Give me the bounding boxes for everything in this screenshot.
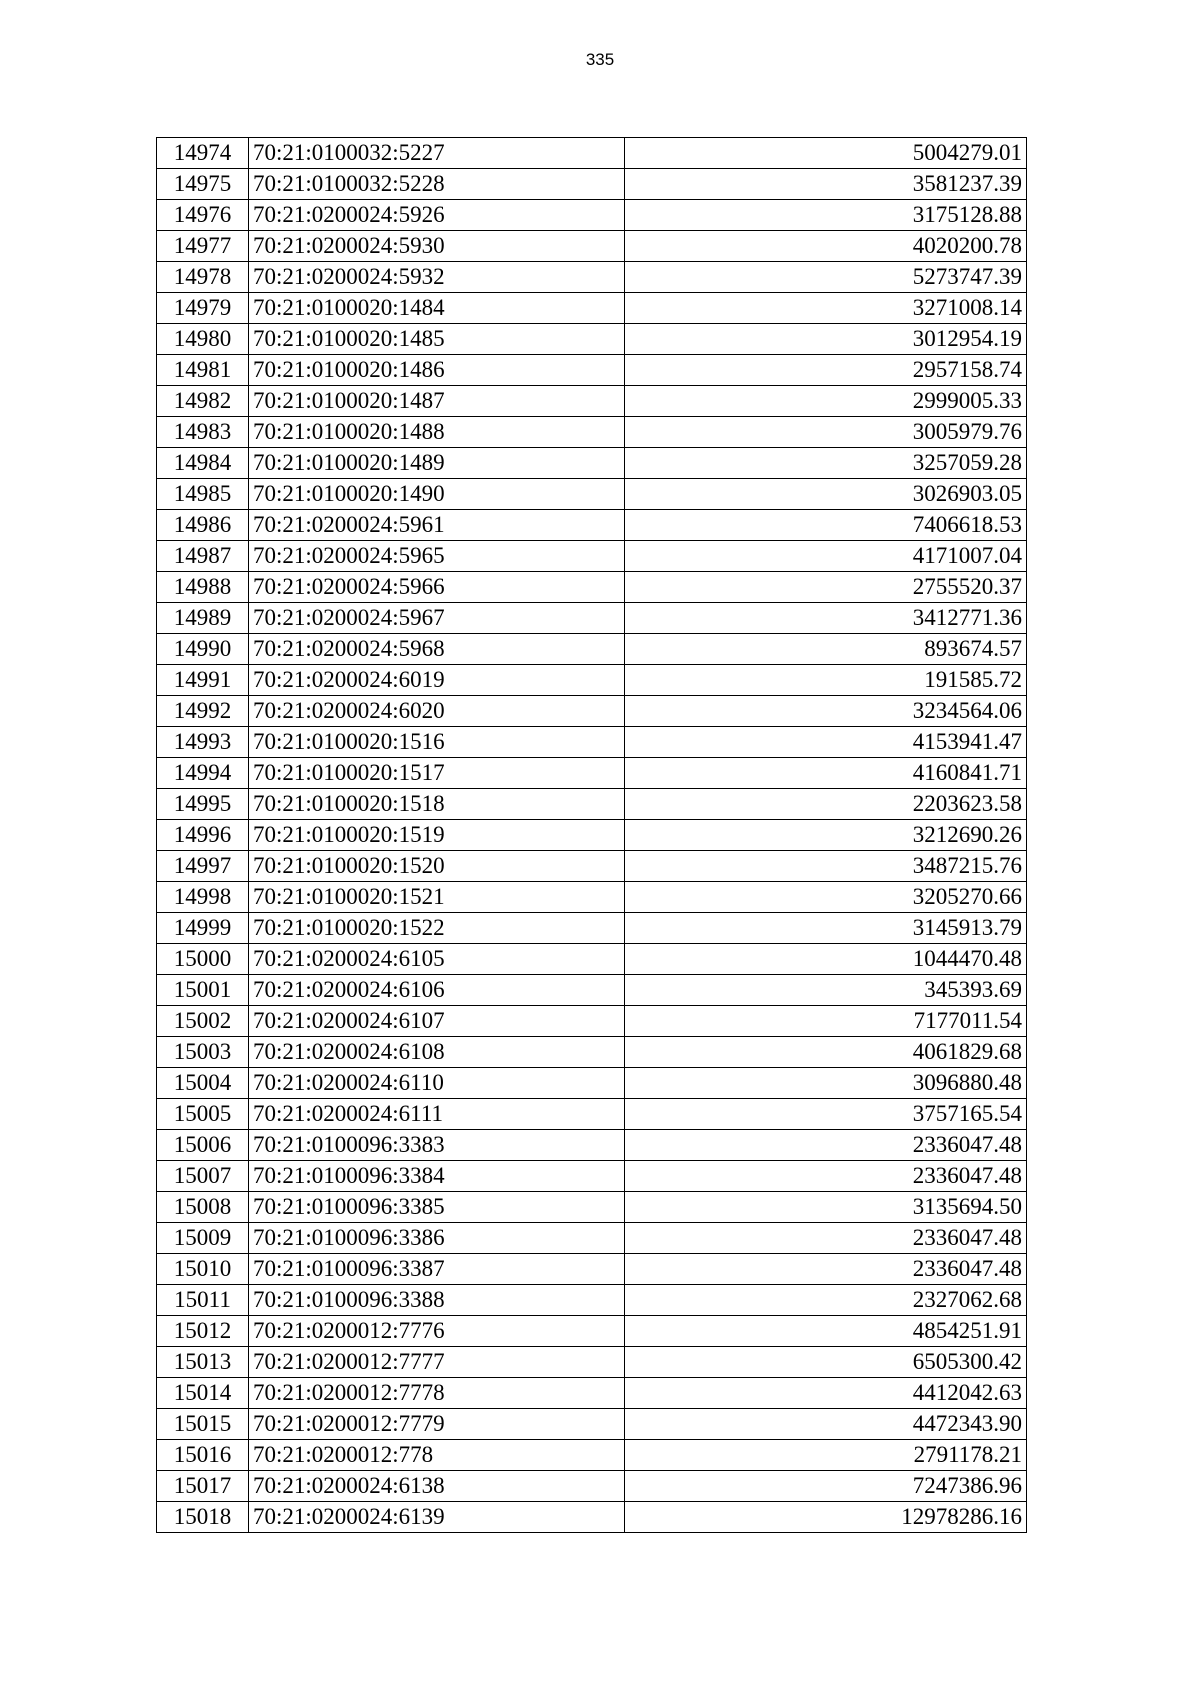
cadastral-number-cell: 70:21:0200024:5965 [249,541,625,572]
table-row [157,758,1027,789]
table-row [157,1192,1027,1223]
value-cell: 191585.72 [625,665,1027,696]
row-number-cell: 14990 [157,634,249,665]
value-cell: 3487215.76 [625,851,1027,882]
table-row [157,1130,1027,1161]
cadastral-number-cell: 70:21:0100020:1485 [249,324,625,355]
table-row [157,1161,1027,1192]
cadastral-number-cell: 70:21:0200024:6139 [249,1502,625,1533]
row-number-cell: 14985 [157,479,249,510]
table-body [157,138,1027,1533]
row-number-cell: 15001 [157,975,249,1006]
table-row [157,975,1027,1006]
row-number-cell: 14989 [157,603,249,634]
cadastral-number-cell: 70:21:0100020:1516 [249,727,625,758]
table-row [157,1006,1027,1037]
value-cell: 3234564.06 [625,696,1027,727]
cadastral-number-cell: 70:21:0200024:5961 [249,510,625,541]
row-number-cell: 14996 [157,820,249,851]
row-number-cell: 14991 [157,665,249,696]
cadastral-number-cell: 70:21:0200024:6110 [249,1068,625,1099]
cadastral-number-cell: 70:21:0200024:6106 [249,975,625,1006]
value-cell: 1044470.48 [625,944,1027,975]
row-number-cell: 15014 [157,1378,249,1409]
table-row [157,696,1027,727]
table-row [157,355,1027,386]
table-row [157,448,1027,479]
row-number-cell: 14988 [157,572,249,603]
value-cell: 4472343.90 [625,1409,1027,1440]
row-number-cell: 14998 [157,882,249,913]
row-number-cell: 14984 [157,448,249,479]
table-row [157,386,1027,417]
row-number-cell: 15004 [157,1068,249,1099]
row-number-cell: 14979 [157,293,249,324]
cadastral-number-cell: 70:21:0100096:3387 [249,1254,625,1285]
cadastral-number-cell: 70:21:0100020:1488 [249,417,625,448]
row-number-cell: 14987 [157,541,249,572]
value-cell: 6505300.42 [625,1347,1027,1378]
cadastral-number-cell: 70:21:0100020:1522 [249,913,625,944]
row-number-cell: 15016 [157,1440,249,1471]
table-row [157,665,1027,696]
value-cell: 3412771.36 [625,603,1027,634]
table-row [157,541,1027,572]
table-row [157,1068,1027,1099]
row-number-cell: 14994 [157,758,249,789]
table-row [157,882,1027,913]
row-number-cell: 14983 [157,417,249,448]
row-number-cell: 14986 [157,510,249,541]
value-cell: 4171007.04 [625,541,1027,572]
value-cell: 3005979.76 [625,417,1027,448]
table-row [157,262,1027,293]
cadastral-number-cell: 70:21:0100032:5228 [249,169,625,200]
cadastral-number-cell: 70:21:0200024:5932 [249,262,625,293]
row-number-cell: 15002 [157,1006,249,1037]
row-number-cell: 15018 [157,1502,249,1533]
value-cell: 893674.57 [625,634,1027,665]
cadastral-number-cell: 70:21:0100020:1520 [249,851,625,882]
row-number-cell: 15011 [157,1285,249,1316]
table-row [157,293,1027,324]
value-cell: 2791178.21 [625,1440,1027,1471]
table-row [157,200,1027,231]
value-cell: 4412042.63 [625,1378,1027,1409]
cadastral-number-cell: 70:21:0100096:3385 [249,1192,625,1223]
cadastral-number-cell: 70:21:0100020:1518 [249,789,625,820]
value-cell: 5273747.39 [625,262,1027,293]
cadastral-number-cell: 70:21:0100096:3386 [249,1223,625,1254]
row-number-cell: 14978 [157,262,249,293]
table-row [157,1471,1027,1502]
value-cell: 3175128.88 [625,200,1027,231]
table-row [157,1037,1027,1068]
value-cell: 2957158.74 [625,355,1027,386]
value-cell: 12978286.16 [625,1502,1027,1533]
cadastral-number-cell: 70:21:0100020:1519 [249,820,625,851]
value-cell: 345393.69 [625,975,1027,1006]
table-row [157,1099,1027,1130]
value-cell: 4020200.78 [625,231,1027,262]
row-number-cell: 15006 [157,1130,249,1161]
cadastral-number-cell: 70:21:0200024:6105 [249,944,625,975]
value-cell: 3205270.66 [625,882,1027,913]
cadastral-number-cell: 70:21:0100096:3383 [249,1130,625,1161]
row-number-cell: 14977 [157,231,249,262]
table-row [157,1502,1027,1533]
value-cell: 4061829.68 [625,1037,1027,1068]
row-number-cell: 15015 [157,1409,249,1440]
value-cell: 2336047.48 [625,1223,1027,1254]
cadastral-number-cell: 70:21:0200024:6108 [249,1037,625,1068]
table-row [157,1378,1027,1409]
row-number-cell: 14995 [157,789,249,820]
table-row [157,789,1027,820]
row-number-cell: 15009 [157,1223,249,1254]
cadastral-number-cell: 70:21:0200024:6019 [249,665,625,696]
cadastral-number-cell: 70:21:0200024:5966 [249,572,625,603]
row-number-cell: 14999 [157,913,249,944]
row-number-cell: 15012 [157,1316,249,1347]
row-number-cell: 15005 [157,1099,249,1130]
value-cell: 3581237.39 [625,169,1027,200]
value-cell: 4160841.71 [625,758,1027,789]
table-row [157,417,1027,448]
value-cell: 2336047.48 [625,1254,1027,1285]
table-row [157,1285,1027,1316]
row-number-cell: 15000 [157,944,249,975]
value-cell: 7247386.96 [625,1471,1027,1502]
cadastral-number-cell: 70:21:0200024:6111 [249,1099,625,1130]
row-number-cell: 14982 [157,386,249,417]
value-cell: 3257059.28 [625,448,1027,479]
row-number-cell: 14976 [157,200,249,231]
cadastral-number-cell: 70:21:0100020:1487 [249,386,625,417]
value-cell: 3135694.50 [625,1192,1027,1223]
table-row [157,603,1027,634]
table-row [157,510,1027,541]
cadastral-number-cell: 70:21:0200024:6138 [249,1471,625,1502]
cadastral-number-cell: 70:21:0200012:7779 [249,1409,625,1440]
row-number-cell: 15008 [157,1192,249,1223]
cadastral-number-cell: 70:21:0200024:5968 [249,634,625,665]
cadastral-number-cell: 70:21:0100020:1489 [249,448,625,479]
value-cell: 2999005.33 [625,386,1027,417]
cadastral-number-cell: 70:21:0200024:5926 [249,200,625,231]
value-cell: 3212690.26 [625,820,1027,851]
table-row [157,572,1027,603]
row-number-cell: 14993 [157,727,249,758]
value-cell: 3271008.14 [625,293,1027,324]
cadastral-number-cell: 70:21:0200012:778 [249,1440,625,1471]
table-row [157,1347,1027,1378]
row-number-cell: 14974 [157,138,249,169]
cadastral-number-cell: 70:21:0100032:5227 [249,138,625,169]
table-row [157,913,1027,944]
table-row [157,324,1027,355]
row-number-cell: 15010 [157,1254,249,1285]
row-number-cell: 15017 [157,1471,249,1502]
value-cell: 3757165.54 [625,1099,1027,1130]
value-cell: 3096880.48 [625,1068,1027,1099]
cadastral-number-cell: 70:21:0100096:3388 [249,1285,625,1316]
cadastral-number-cell: 70:21:0100020:1484 [249,293,625,324]
table-row [157,1254,1027,1285]
table-row [157,479,1027,510]
value-cell: 5004279.01 [625,138,1027,169]
cadastral-number-cell: 70:21:0200012:7777 [249,1347,625,1378]
cadastral-number-cell: 70:21:0100020:1486 [249,355,625,386]
row-number-cell: 14980 [157,324,249,355]
table-row [157,231,1027,262]
value-cell: 2203623.58 [625,789,1027,820]
table-row [157,138,1027,169]
value-cell: 3012954.19 [625,324,1027,355]
value-cell: 2327062.68 [625,1285,1027,1316]
row-number-cell: 15007 [157,1161,249,1192]
table-row [157,851,1027,882]
table-row [157,727,1027,758]
table-row [157,1409,1027,1440]
table-row [157,820,1027,851]
value-cell: 3026903.05 [625,479,1027,510]
table-row [157,1223,1027,1254]
value-cell: 4153941.47 [625,727,1027,758]
cadastral-number-cell: 70:21:0200024:6107 [249,1006,625,1037]
cadastral-number-cell: 70:21:0200012:7776 [249,1316,625,1347]
page-number: 335 [585,50,615,69]
cadastral-number-cell: 70:21:0100020:1521 [249,882,625,913]
value-cell: 7177011.54 [625,1006,1027,1037]
cadastral-number-cell: 70:21:0100096:3384 [249,1161,625,1192]
cadastral-number-cell: 70:21:0200024:6020 [249,696,625,727]
value-cell: 7406618.53 [625,510,1027,541]
value-cell: 4854251.91 [625,1316,1027,1347]
value-cell: 3145913.79 [625,913,1027,944]
cadastral-number-cell: 70:21:0200024:5967 [249,603,625,634]
value-cell: 2336047.48 [625,1130,1027,1161]
row-number-cell: 14975 [157,169,249,200]
row-number-cell: 14992 [157,696,249,727]
value-cell: 2336047.48 [625,1161,1027,1192]
table-row [157,634,1027,665]
data-table [156,137,1027,1533]
row-number-cell: 14981 [157,355,249,386]
cadastral-number-cell: 70:21:0200024:5930 [249,231,625,262]
table-row [157,1316,1027,1347]
cadastral-number-cell: 70:21:0100020:1490 [249,479,625,510]
table-row [157,169,1027,200]
row-number-cell: 15003 [157,1037,249,1068]
cadastral-number-cell: 70:21:0200012:7778 [249,1378,625,1409]
row-number-cell: 14997 [157,851,249,882]
table-row [157,944,1027,975]
cadastral-number-cell: 70:21:0100020:1517 [249,758,625,789]
table-row [157,1440,1027,1471]
row-number-cell: 15013 [157,1347,249,1378]
value-cell: 2755520.37 [625,572,1027,603]
